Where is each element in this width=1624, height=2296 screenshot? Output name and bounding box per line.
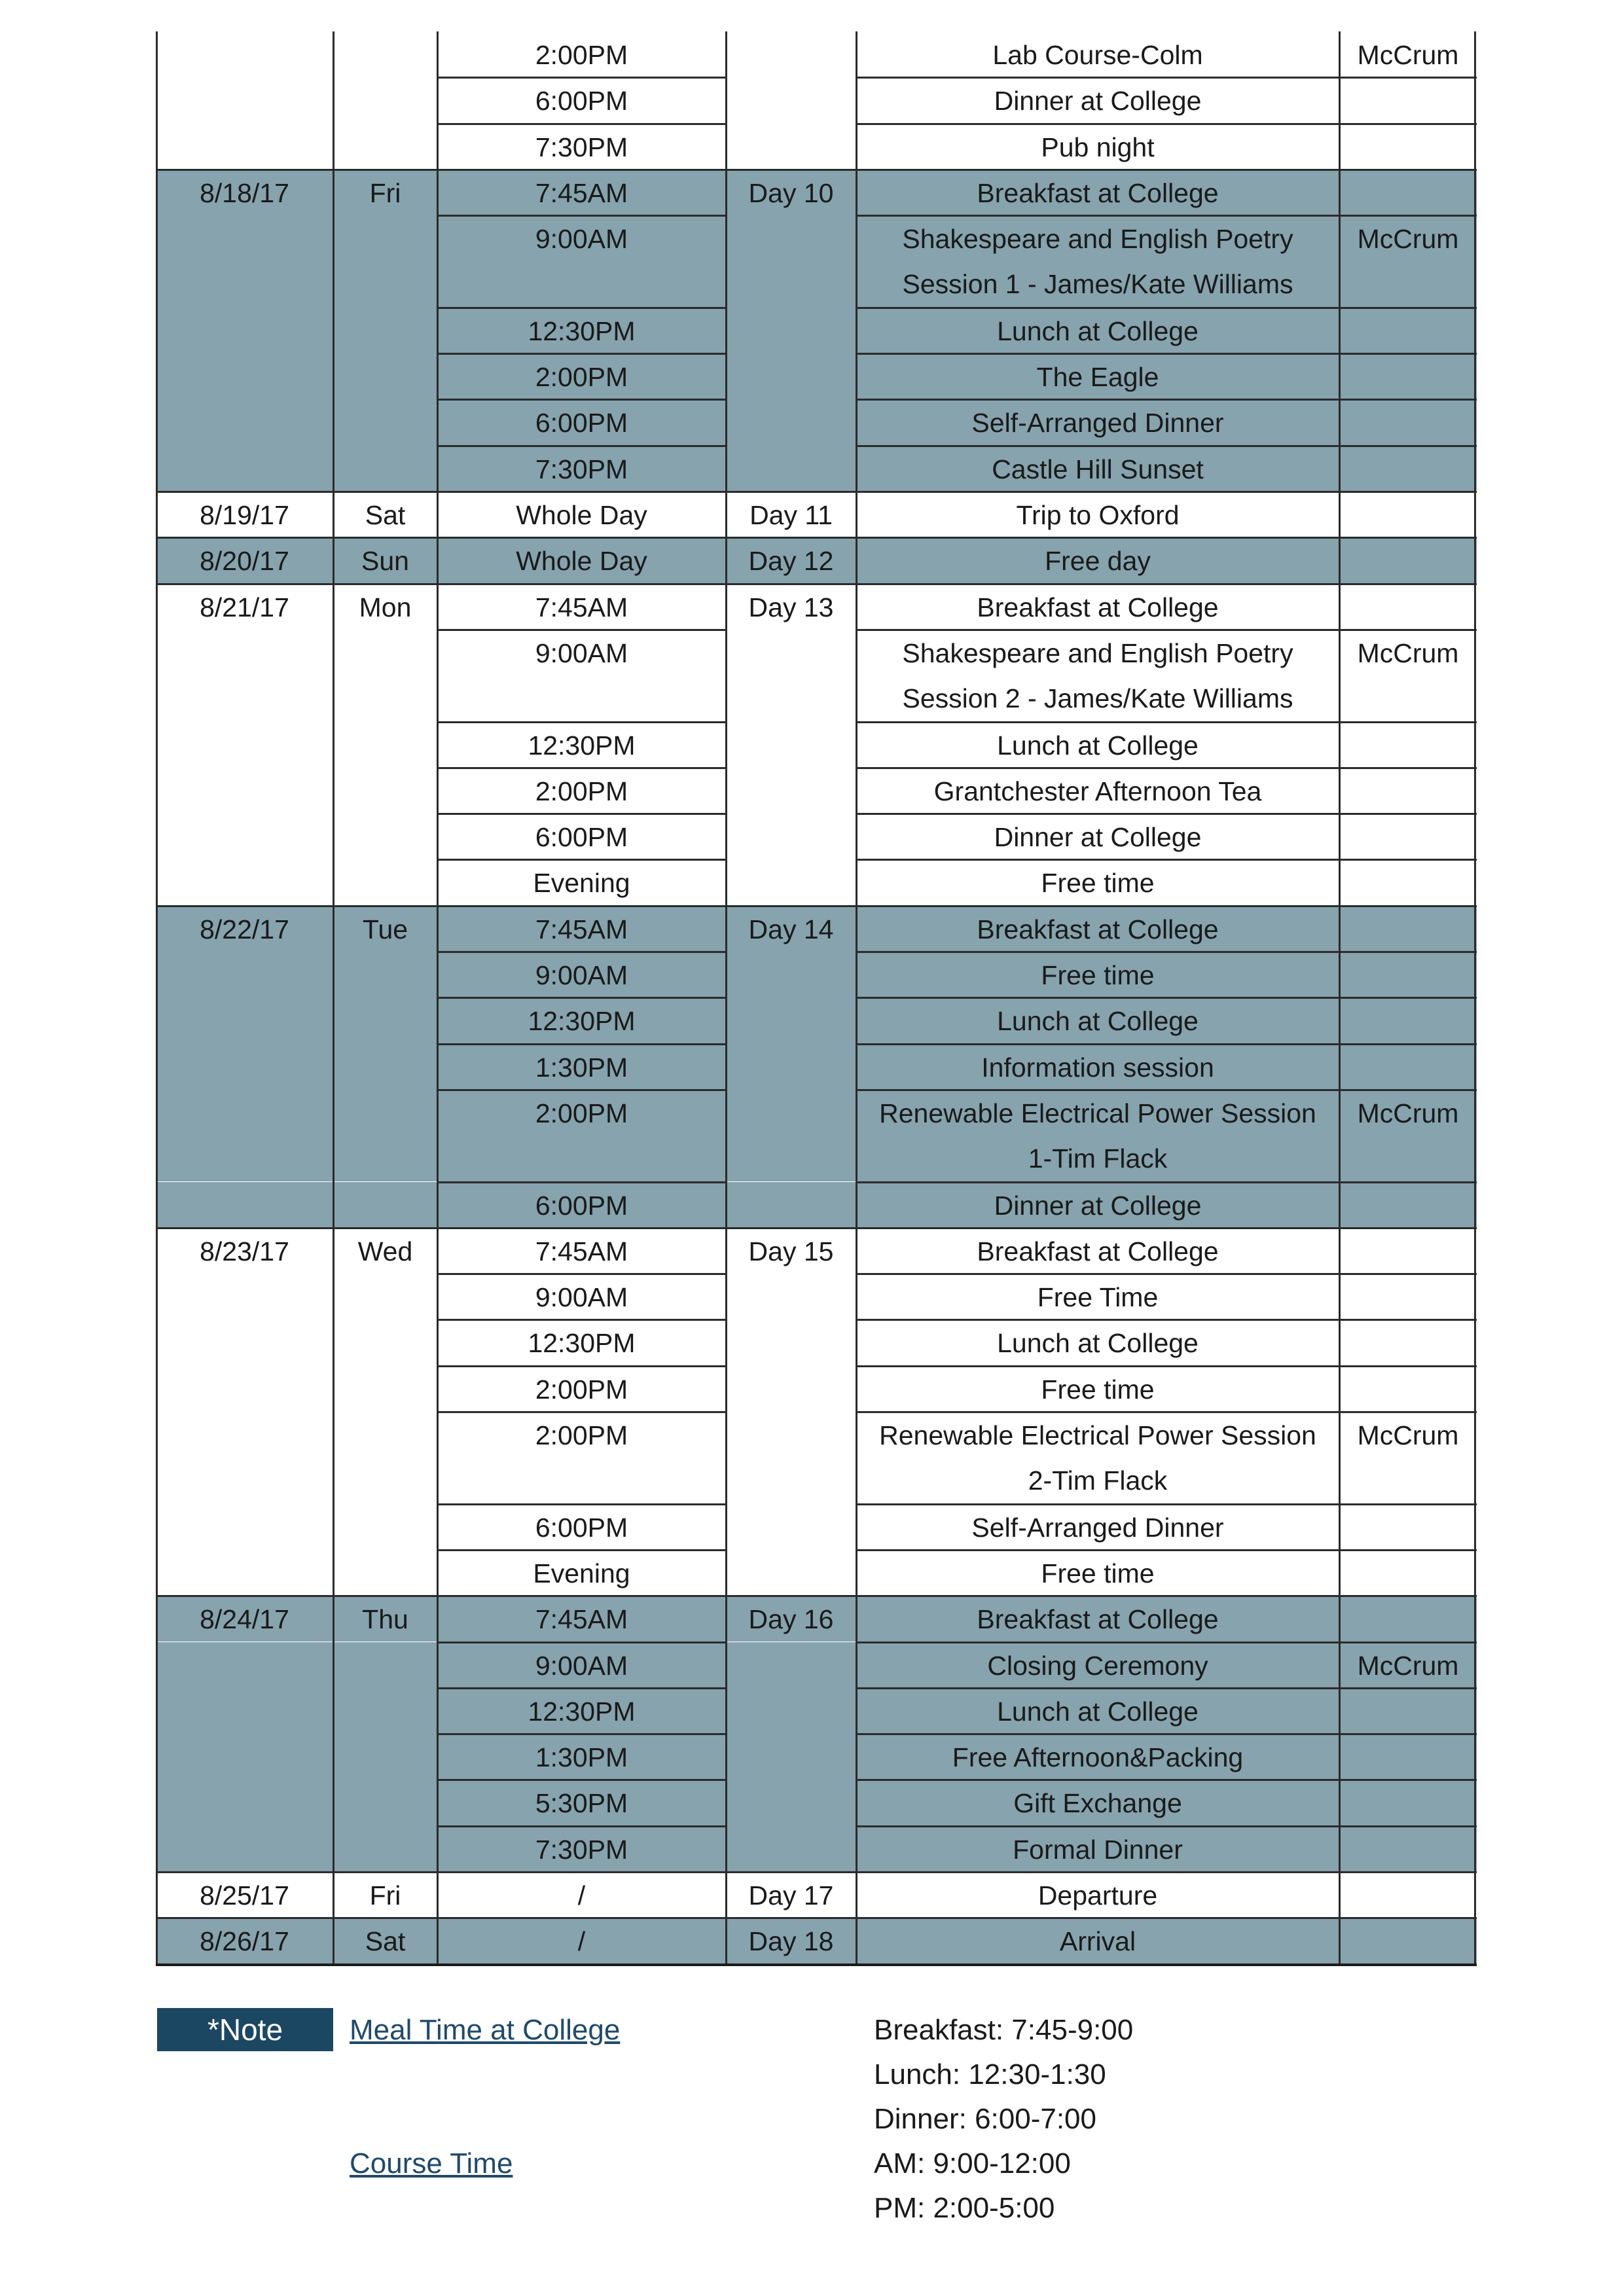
row-time: 7:30PM <box>535 132 628 162</box>
table-grid-line <box>156 537 1477 539</box>
row-activity <box>856 1228 1339 1274</box>
row-activity-line: Lunch at College <box>997 315 1199 346</box>
row-activity <box>856 1918 1339 1964</box>
row-date: 8/20/17 <box>200 546 289 577</box>
row-time: 12:30PM <box>528 315 636 346</box>
row-activity <box>856 1688 1339 1734</box>
table-grid-line <box>437 629 726 631</box>
row-activity <box>856 31 1339 78</box>
row-activity <box>856 537 1339 584</box>
row-activity-line: Shakespeare and English Poetry <box>902 224 1293 255</box>
table-row <box>156 1780 1477 1825</box>
row-location: McCrum <box>1357 1098 1459 1128</box>
row-activity-line: Breakfast at College <box>977 1604 1219 1635</box>
row-time: 7:45AM <box>535 592 628 622</box>
table-row <box>156 814 1477 859</box>
row-weekday: Sat <box>365 1926 406 1957</box>
row-activity <box>856 1596 1339 1642</box>
table-row <box>156 353 1477 399</box>
table-row <box>156 492 1477 537</box>
row-activity <box>856 1780 1339 1826</box>
table-row <box>156 1826 1477 1872</box>
row-activity <box>856 1642 1339 1689</box>
row-time: Whole Day <box>516 546 647 577</box>
row-time: 6:00PM <box>535 1512 628 1543</box>
row-location: McCrum <box>1357 224 1459 255</box>
row-activity <box>856 814 1339 860</box>
row-date: 8/21/17 <box>200 592 289 622</box>
table-grid-line <box>437 859 726 861</box>
table-grid-line <box>437 1319 726 1321</box>
row-time: 12:30PM <box>528 1328 636 1359</box>
row-location: McCrum <box>1357 1650 1459 1681</box>
table-grid-line <box>856 859 1477 861</box>
table-grid-line <box>856 1043 1477 1045</box>
row-day-number: Day 12 <box>748 546 834 577</box>
table-row <box>156 446 1477 492</box>
row-time: 9:00AM <box>535 637 628 668</box>
row-activity-line: Castle Hill Sunset <box>992 454 1204 484</box>
table-grid-line <box>856 721 1477 723</box>
table-grid-line <box>856 215 1477 217</box>
table-row <box>156 722 1477 768</box>
row-activity <box>856 399 1339 446</box>
table-row <box>156 1182 1477 1228</box>
schedule-table <box>156 31 1477 1964</box>
row-activity <box>856 1872 1339 1918</box>
table-row <box>156 584 1477 630</box>
table-grid-line <box>437 1181 726 1183</box>
row-activity-line: Breakfast at College <box>977 914 1219 944</box>
row-activity-line: Trip to Oxford <box>1016 500 1180 530</box>
table-grid-line <box>856 1319 1477 1321</box>
row-activity <box>856 492 1339 538</box>
table-grid-line <box>856 1411 1477 1413</box>
table-grid-line <box>437 1779 726 1781</box>
row-date: 8/24/17 <box>200 1604 289 1635</box>
table-grid-line <box>856 1825 1477 1827</box>
row-activity-line: Lunch at College <box>997 1006 1199 1037</box>
row-activity-line: Lunch at College <box>997 1328 1199 1359</box>
table-grid-line <box>156 491 1477 493</box>
table-grid-line <box>856 399 1477 401</box>
row-day-number: Day 18 <box>748 1926 834 1957</box>
row-activity-line: Dinner at College <box>994 1190 1202 1221</box>
row-day-number: Day 10 <box>748 177 834 208</box>
row-time: 6:00PM <box>535 1190 628 1221</box>
table-row <box>156 124 1477 170</box>
row-activity-line: Free time <box>1041 1374 1155 1405</box>
row-activity-line: Departure <box>1038 1880 1158 1910</box>
table-row <box>156 952 1477 997</box>
table-grid-line <box>156 1227 1477 1229</box>
table-row <box>156 1550 1477 1596</box>
table-row <box>156 1734 1477 1780</box>
row-time: 6:00PM <box>535 86 628 117</box>
row-time: 12:30PM <box>528 1696 636 1727</box>
table-grid-line <box>856 77 1477 79</box>
table-row <box>156 31 1477 77</box>
table-grid-line <box>156 905 1477 907</box>
table-grid-line <box>437 215 726 217</box>
row-activity <box>856 1274 1339 1320</box>
row-time: 1:30PM <box>535 1052 628 1083</box>
row-activity-line: Free time <box>1041 1558 1155 1588</box>
table-grid-line <box>437 445 726 447</box>
table-row <box>156 399 1477 445</box>
row-time: 6:00PM <box>535 822 628 853</box>
table-grid-line <box>437 1273 726 1275</box>
row-activity <box>856 997 1339 1044</box>
table-grid-line <box>856 767 1477 769</box>
table-grid-line <box>856 813 1477 815</box>
row-date: 8/25/17 <box>200 1880 289 1910</box>
row-weekday: Thu <box>362 1604 408 1635</box>
table-grid-line <box>437 77 726 79</box>
table-row <box>156 1228 1477 1274</box>
row-time: 12:30PM <box>528 730 636 761</box>
table-grid-line <box>856 353 1477 355</box>
row-activity <box>856 584 1339 630</box>
row-activity <box>856 170 1339 216</box>
table-grid-line <box>856 629 1477 631</box>
row-time: 6:00PM <box>535 408 628 439</box>
row-activity-line: Free Afternoon&Packing <box>952 1742 1244 1773</box>
meal-time-breakfast: Breakfast: 7:45-9:00 <box>874 2014 1134 2046</box>
row-weekday: Sun <box>361 546 409 577</box>
row-weekday: Mon <box>359 592 412 622</box>
row-activity <box>856 952 1339 998</box>
course-time-link[interactable]: Course Time <box>350 2147 513 2179</box>
row-activity <box>856 215 1339 307</box>
row-day-number: Day 14 <box>748 914 834 944</box>
row-date: 8/23/17 <box>200 1236 289 1266</box>
row-activity <box>856 77 1339 124</box>
row-time: 2:00PM <box>535 362 628 393</box>
table-grid-line <box>437 1043 726 1045</box>
row-date: 8/19/17 <box>200 500 289 530</box>
table-row <box>156 630 1477 722</box>
row-time: 12:30PM <box>528 1006 636 1037</box>
row-activity-line: Free day <box>1045 546 1151 577</box>
row-time: Whole Day <box>516 500 647 530</box>
table-row <box>156 537 1477 583</box>
row-activity <box>856 353 1339 400</box>
row-activity <box>856 1412 1339 1503</box>
row-weekday <box>333 31 437 33</box>
row-time: 9:00AM <box>535 1282 628 1313</box>
table-grid-line <box>856 1641 1477 1643</box>
row-time: 9:00AM <box>535 1650 628 1681</box>
table-grid-line <box>437 353 726 355</box>
row-activity <box>856 1734 1339 1780</box>
row-activity <box>856 722 1339 768</box>
row-activity-line: Session 2 - James/Kate Williams <box>902 683 1293 713</box>
table-row <box>156 1412 1477 1504</box>
table-grid-line <box>437 1365 726 1367</box>
row-weekday: Wed <box>357 1236 413 1266</box>
row-weekday: Fri <box>369 1880 401 1910</box>
table-grid-line <box>856 997 1477 999</box>
row-time: Evening <box>533 1558 630 1588</box>
row-date: 8/22/17 <box>200 914 289 944</box>
row-day-number: Day 11 <box>749 500 833 530</box>
row-activity-line: Self-Arranged Dinner <box>971 1512 1224 1543</box>
table-grid-line <box>437 721 726 723</box>
row-time: 9:00AM <box>535 224 628 255</box>
row-time: 2:00PM <box>535 1420 628 1450</box>
row-activity-line: Free time <box>1041 960 1155 990</box>
row-time: 2:00PM <box>535 40 628 70</box>
row-day-number: Day 17 <box>748 1880 834 1910</box>
row-activity-line: Formal Dinner <box>1013 1834 1183 1865</box>
table-row <box>156 1504 1477 1550</box>
row-time: 7:45AM <box>535 914 628 944</box>
table-row <box>156 1688 1477 1734</box>
row-time: 1:30PM <box>535 1742 628 1773</box>
table-row <box>156 906 1477 952</box>
row-activity-line: Free Time <box>1037 1282 1159 1313</box>
table-grid-line <box>437 951 726 953</box>
row-activity <box>856 1504 1339 1551</box>
row-activity-line: Renewable Electrical Power Session <box>879 1098 1316 1128</box>
row-time: 7:45AM <box>535 177 628 208</box>
row-date: 8/26/17 <box>200 1926 289 1957</box>
row-activity-line: Grantchester Afternoon Tea <box>933 776 1262 806</box>
table-grid-line <box>856 123 1477 125</box>
row-activity <box>856 1090 1339 1181</box>
table-grid-line <box>156 583 1477 585</box>
row-activity-line: 1-Tim Flack <box>1028 1143 1168 1174</box>
table-grid-line <box>437 997 726 999</box>
row-activity-line: Self-Arranged Dinner <box>971 408 1224 439</box>
table-grid-line <box>856 307 1477 309</box>
table-grid-line <box>333 31 334 1964</box>
row-time: 2:00PM <box>535 776 628 806</box>
row-weekday: Tue <box>362 914 408 944</box>
table-grid-line <box>156 1917 1477 1919</box>
row-time: 7:45AM <box>535 1604 628 1635</box>
row-activity <box>856 1044 1339 1090</box>
meal-time-dinner: Dinner: 6:00-7:00 <box>874 2103 1096 2135</box>
row-weekday: Fri <box>369 177 401 208</box>
row-activity <box>856 308 1339 354</box>
table-row <box>156 997 1477 1043</box>
row-day-number: Day 13 <box>748 592 834 622</box>
table-grid-line <box>437 1825 726 1827</box>
table-grid-line <box>437 1687 726 1689</box>
row-activity-line: Renewable Electrical Power Session <box>879 1420 1316 1450</box>
table-row <box>156 77 1477 123</box>
table-row <box>156 1090 1477 1182</box>
row-location: McCrum <box>1357 1420 1459 1450</box>
table-row <box>156 215 1477 308</box>
row-time: 7:45AM <box>535 1236 628 1266</box>
row-activity-line: 2-Tim Flack <box>1028 1465 1168 1496</box>
course-time-am: AM: 9:00-12:00 <box>874 2147 1071 2179</box>
row-activity <box>856 768 1339 814</box>
row-activity-line: Arrival <box>1059 1926 1136 1957</box>
row-day-number: Day 16 <box>748 1604 834 1635</box>
row-activity <box>856 1182 1339 1229</box>
table-row <box>156 768 1477 814</box>
row-activity-line: Dinner at College <box>994 822 1202 853</box>
course-time-pm: PM: 2:00-5:00 <box>874 2192 1055 2224</box>
table-grid-line <box>437 307 726 309</box>
row-activity-line: The Eagle <box>1036 362 1159 393</box>
table-grid-line <box>437 1089 726 1091</box>
table-grid-line <box>437 1411 726 1413</box>
row-activity-line: Information session <box>981 1052 1214 1083</box>
row-time: 9:00AM <box>535 960 628 990</box>
row-time: / <box>577 1880 586 1910</box>
row-day-number: Day 15 <box>748 1236 834 1266</box>
table-row <box>156 170 1477 215</box>
row-activity <box>856 1366 1339 1412</box>
row-date <box>156 31 333 33</box>
table-grid-line <box>437 767 726 769</box>
table-row <box>156 308 1477 353</box>
row-activity-line: Breakfast at College <box>977 177 1219 208</box>
row-activity <box>856 124 1339 170</box>
row-activity-line: Breakfast at College <box>977 592 1219 622</box>
row-time: / <box>577 1926 586 1957</box>
row-time: 5:30PM <box>535 1788 628 1819</box>
table-row <box>156 1274 1477 1319</box>
row-time: 7:30PM <box>535 1834 628 1865</box>
table-grid-line <box>856 1687 1477 1689</box>
row-activity-line: Closing Ceremony <box>987 1650 1208 1681</box>
row-date: 8/18/17 <box>200 177 289 208</box>
row-time: 7:30PM <box>535 454 628 484</box>
meal-time-link[interactable]: Meal Time at College <box>350 2014 621 2046</box>
table-grid-line <box>856 1273 1477 1275</box>
row-activity-line: Session 1 - James/Kate Williams <box>902 269 1293 300</box>
row-activity-line: Lunch at College <box>997 1696 1199 1727</box>
row-day-number <box>726 31 856 33</box>
row-activity-line: Pub night <box>1041 132 1155 162</box>
table-grid-line <box>856 1549 1477 1551</box>
row-activity <box>856 1319 1339 1366</box>
table-grid-line <box>856 445 1477 447</box>
table-grid-line <box>156 1964 1477 1966</box>
table-grid-line <box>437 813 726 815</box>
table-row <box>156 1642 1477 1688</box>
table-grid-line <box>856 1365 1477 1367</box>
row-location: McCrum <box>1357 637 1459 668</box>
row-activity-line: Gift Exchange <box>1013 1788 1182 1819</box>
row-activity <box>856 630 1339 721</box>
table-grid-line <box>437 1503 726 1505</box>
table-grid-line <box>856 1181 1477 1183</box>
row-activity-line: Breakfast at College <box>977 1236 1219 1266</box>
row-activity-line: Dinner at College <box>994 86 1202 117</box>
row-activity-line: Lab Course-Colm <box>992 40 1203 70</box>
table-grid-line <box>437 123 726 125</box>
table-grid-line <box>856 1779 1477 1781</box>
row-time: 2:00PM <box>535 1098 628 1128</box>
table-grid-line <box>437 1641 726 1643</box>
table-grid-line <box>156 169 1477 171</box>
row-weekday: Sat <box>365 500 406 530</box>
table-grid-line <box>156 31 158 1964</box>
row-activity-line: Free time <box>1041 868 1155 899</box>
table-grid-line <box>437 1549 726 1551</box>
table-row <box>156 1918 1477 1964</box>
table-grid-line <box>437 1733 726 1735</box>
table-grid-line <box>437 399 726 401</box>
table-row <box>156 1596 1477 1641</box>
meal-time-lunch: Lunch: 12:30-1:30 <box>874 2058 1106 2090</box>
table-grid-line <box>856 1089 1477 1091</box>
table-grid-line <box>856 1503 1477 1505</box>
row-activity <box>856 859 1339 906</box>
table-grid-line <box>856 951 1477 953</box>
row-time: 2:00PM <box>535 1374 628 1405</box>
row-activity-line: Shakespeare and English Poetry <box>902 637 1293 668</box>
row-activity <box>856 1826 1339 1873</box>
table-grid-line <box>156 1871 1477 1873</box>
table-grid-line <box>156 1595 1477 1597</box>
table-row <box>156 1044 1477 1090</box>
row-time: Evening <box>533 868 630 899</box>
note-badge: *Note <box>157 2008 333 2051</box>
table-row <box>156 1366 1477 1412</box>
row-location: McCrum <box>1357 40 1459 70</box>
table-row <box>156 859 1477 905</box>
table-row <box>156 1872 1477 1918</box>
table-row <box>156 1319 1477 1365</box>
row-activity <box>856 906 1339 952</box>
row-activity-line: Lunch at College <box>997 730 1199 761</box>
row-activity <box>856 1550 1339 1596</box>
table-grid-line <box>856 1733 1477 1735</box>
row-activity <box>856 446 1339 492</box>
